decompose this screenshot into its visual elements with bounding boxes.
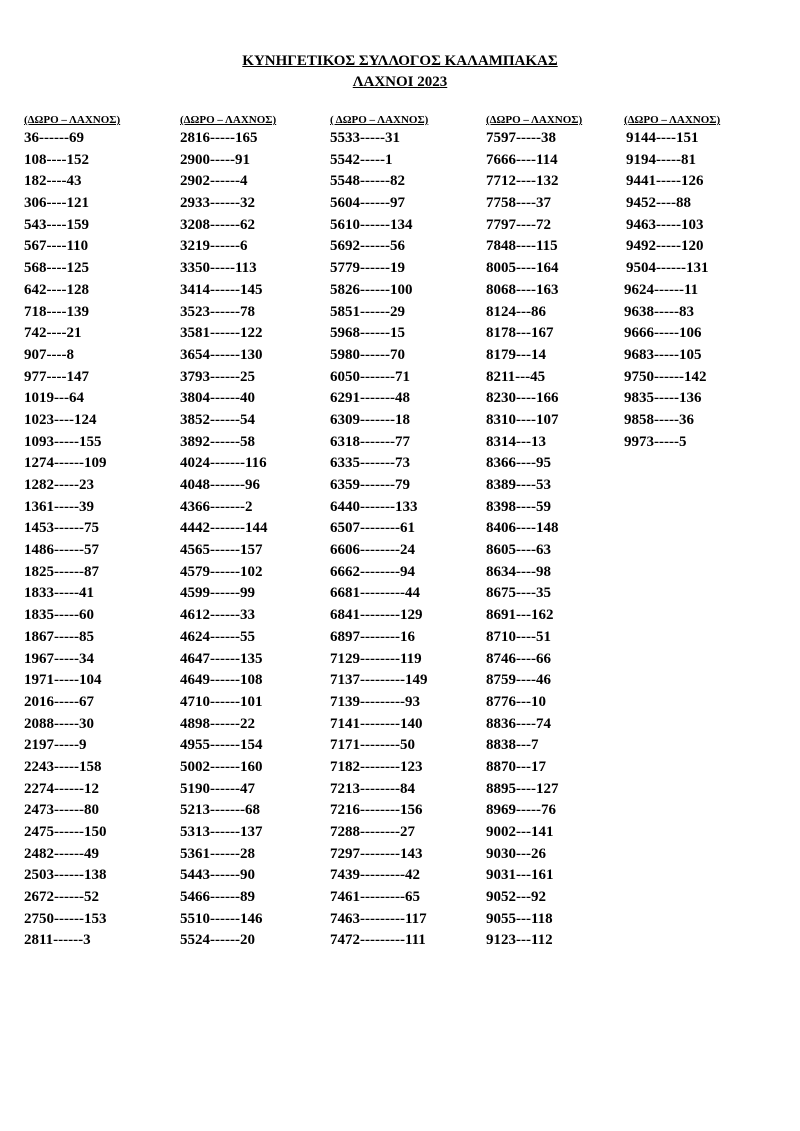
prize-entry: 1019---64 bbox=[24, 390, 84, 407]
prize-entry: 3654------130 bbox=[180, 346, 263, 363]
prize-entry: 7461---------65 bbox=[330, 889, 420, 906]
prize-entry: 5604------97 bbox=[330, 195, 405, 212]
prize-entry: 5533-----31 bbox=[330, 130, 400, 146]
prize-entry: 7797----72 bbox=[486, 216, 551, 233]
prize-entry: 3350-----113 bbox=[180, 260, 257, 277]
prize-entry: 642----128 bbox=[24, 281, 89, 298]
prize-entry: 8710----51 bbox=[486, 628, 551, 645]
prize-entry: 6662--------94 bbox=[330, 563, 415, 580]
prize-entry: 9624------11 bbox=[624, 281, 699, 298]
prize-column-2 bbox=[180, 112, 330, 952]
prize-entry: 8776---10 bbox=[486, 693, 546, 710]
prize-entry: 182----43 bbox=[24, 173, 82, 190]
prize-entry: 2197-----9 bbox=[24, 737, 87, 754]
column-header: (ΔΩΡΟ – ΛΑΧΝΟΣ) bbox=[624, 114, 721, 126]
prize-entry: 7139---------93 bbox=[330, 693, 420, 710]
prize-entry: 4366-------2 bbox=[180, 498, 253, 515]
prize-entry: 5190------47 bbox=[180, 780, 255, 797]
prize-entry: 977----147 bbox=[24, 368, 89, 385]
prize-entry: 7141--------140 bbox=[330, 715, 423, 732]
document-title: ΚΥΝΗΓΕΤΙΚΟΣ ΣΥΛΛΟΓΟΣ ΚΑΛΑΜΠΑΚΑΣ bbox=[242, 53, 558, 69]
prize-entry: 5542-----1 bbox=[330, 151, 393, 168]
prize-entry: 5610------134 bbox=[330, 216, 413, 233]
prize-entry: 3208------62 bbox=[180, 216, 255, 233]
prize-entry: 1361-----39 bbox=[24, 498, 94, 515]
prize-entry: 1967-----34 bbox=[24, 650, 94, 667]
prize-entry: 9052---92 bbox=[486, 889, 546, 906]
prize-entry: 7171--------50 bbox=[330, 737, 415, 754]
prize-entry: 2933------32 bbox=[180, 195, 255, 212]
prize-entry: 9666-----106 bbox=[624, 325, 702, 342]
prize-entry: 3581------122 bbox=[180, 325, 263, 342]
prize-entry: 8895----127 bbox=[486, 780, 559, 797]
prize-entry: 8124---86 bbox=[486, 303, 546, 320]
prize-entry: 306----121 bbox=[24, 195, 89, 212]
prize-entry: 4710------101 bbox=[180, 693, 263, 710]
prize-entry: 7216--------156 bbox=[330, 802, 423, 819]
prize-entry: 6050-------71 bbox=[330, 368, 410, 385]
prize-entry: 1486------57 bbox=[24, 542, 99, 559]
prize-entry: 2274------12 bbox=[24, 780, 99, 797]
prize-entry: 4048-------96 bbox=[180, 477, 260, 493]
prize-entry: 2088-----30 bbox=[24, 715, 94, 732]
prize-entry: 5968------15 bbox=[330, 325, 405, 342]
prize-entry: 2473------80 bbox=[24, 802, 99, 819]
prize-entry: 1453------75 bbox=[24, 520, 99, 537]
prize-entry: 5524------20 bbox=[180, 932, 255, 949]
prize-entry: 9750------142 bbox=[624, 368, 707, 385]
prize-entry: 9504------131 bbox=[626, 260, 709, 277]
prize-entry: 7597-----38 bbox=[486, 130, 556, 146]
prize-entry: 1825------87 bbox=[24, 563, 99, 580]
prize-entry: 6318-------77 bbox=[330, 433, 410, 450]
prize-entry: 1971-----104 bbox=[24, 672, 102, 689]
prize-entry: 9030---26 bbox=[486, 845, 546, 862]
prize-column-1 bbox=[24, 112, 174, 952]
prize-entry: 7297--------143 bbox=[330, 845, 423, 862]
prize-entry: 3523------78 bbox=[180, 303, 255, 320]
prize-entry: 9463-----103 bbox=[626, 216, 704, 233]
prize-entry: 4024-------116 bbox=[180, 455, 267, 472]
prize-entry: 718----139 bbox=[24, 303, 89, 320]
prize-entry: 9683-----105 bbox=[624, 346, 702, 363]
prize-entry: 2503------138 bbox=[24, 867, 107, 884]
prize-entry: 7439---------42 bbox=[330, 867, 420, 884]
prize-entry: 1867-----85 bbox=[24, 628, 94, 645]
prize-entry: 8211---45 bbox=[486, 368, 546, 385]
prize-entry: 7758----37 bbox=[486, 195, 551, 212]
prize-entry: 4579------102 bbox=[180, 563, 263, 580]
prize-entry: 1274------109 bbox=[24, 455, 107, 472]
prize-entry: 3892------58 bbox=[180, 433, 255, 450]
prize-entry: 2475------150 bbox=[24, 824, 107, 840]
prize-entry: 742----21 bbox=[24, 325, 82, 342]
prize-entry: 8605----63 bbox=[486, 542, 551, 559]
prize-entry: 7463---------117 bbox=[330, 910, 427, 927]
prize-entry: 8406----148 bbox=[486, 520, 559, 537]
document-subtitle: ΛΑΧΝΟΙ 2023 bbox=[352, 74, 448, 90]
prize-entry: 3804------40 bbox=[180, 390, 255, 407]
prize-entry: 2243-----158 bbox=[24, 758, 102, 775]
column-header: (ΔΩΡΟ – ΛΑΧΝΟΣ) bbox=[486, 114, 583, 126]
prize-entry: 1282-----23 bbox=[24, 477, 94, 493]
prize-entry: 7848----115 bbox=[486, 238, 558, 255]
prize-entry: 3414------145 bbox=[180, 281, 263, 298]
prize-entry: 2482------49 bbox=[24, 845, 99, 862]
prize-entry: 4647------135 bbox=[180, 650, 263, 667]
prize-entry: 1023----124 bbox=[24, 411, 97, 428]
prize-entry: 1093-----155 bbox=[24, 433, 102, 450]
prize-entry: 4898------22 bbox=[180, 715, 255, 732]
prize-entry: 2672------52 bbox=[24, 889, 99, 906]
prize-entry: 8314---13 bbox=[486, 433, 546, 450]
prize-entry: 9031---161 bbox=[486, 867, 554, 884]
prize-entry: 4955------154 bbox=[180, 737, 263, 754]
prize-entry: 2811------3 bbox=[24, 932, 91, 949]
prize-entry: 7472---------111 bbox=[330, 932, 426, 949]
prize-entry: 4565------157 bbox=[180, 542, 263, 559]
prize-entry: 7213--------84 bbox=[330, 780, 415, 797]
prize-entry: 9835-----136 bbox=[624, 390, 702, 407]
prize-entry: 907----8 bbox=[24, 346, 74, 363]
prize-entry: 6841--------129 bbox=[330, 607, 423, 624]
prize-entry: 5548------82 bbox=[330, 173, 405, 190]
prize-entry: 4624------55 bbox=[180, 628, 255, 645]
prize-column-5 bbox=[624, 112, 774, 453]
prize-entry: 2016-----67 bbox=[24, 693, 94, 710]
prize-entry: 6507--------61 bbox=[330, 520, 415, 537]
prize-entry: 8838---7 bbox=[486, 737, 539, 754]
prize-entry: 9492-----120 bbox=[626, 238, 704, 255]
prize-entry: 7137---------149 bbox=[330, 672, 428, 689]
prize-entry: 9002---141 bbox=[486, 824, 554, 840]
prize-entry: 9452----88 bbox=[626, 195, 691, 212]
prize-entry: 4649------108 bbox=[180, 672, 263, 689]
prize-entry: 9638-----83 bbox=[624, 303, 694, 320]
prize-entry: 6606--------24 bbox=[330, 542, 415, 559]
prize-entry: 3852------54 bbox=[180, 411, 255, 428]
prize-entry: 6440-------133 bbox=[330, 498, 418, 515]
prize-entry: 4599------99 bbox=[180, 585, 255, 602]
prize-entry: 5980------70 bbox=[330, 346, 405, 363]
prize-entry: 8179---14 bbox=[486, 346, 546, 363]
prize-entry: 2816-----165 bbox=[180, 130, 258, 146]
prize-entry: 8675----35 bbox=[486, 585, 551, 602]
prize-entry: 567----110 bbox=[24, 238, 89, 255]
prize-entry: 8691---162 bbox=[486, 607, 554, 624]
prize-entry: 2902------4 bbox=[180, 173, 248, 190]
prize-entry: 9441-----126 bbox=[626, 173, 704, 190]
prize-entry: 5779------19 bbox=[330, 260, 405, 277]
prize-entry: 5692------56 bbox=[330, 238, 405, 255]
prize-entry: 8389----53 bbox=[486, 477, 551, 493]
prize-entry: 9973-----5 bbox=[624, 433, 687, 450]
prize-entry: 5851------29 bbox=[330, 303, 405, 320]
prize-entry: 8178---167 bbox=[486, 325, 554, 342]
prize-entry: 5826------100 bbox=[330, 281, 413, 298]
prize-entry: 5361------28 bbox=[180, 845, 255, 862]
prize-entry: 5443------90 bbox=[180, 867, 255, 884]
prize-entry: 8005----164 bbox=[486, 260, 559, 277]
prize-entry: 8366----95 bbox=[486, 455, 551, 472]
prize-entry: 8746----66 bbox=[486, 650, 551, 667]
prize-entry: 8969-----76 bbox=[486, 802, 556, 819]
prize-entry: 8310----107 bbox=[486, 411, 559, 428]
prize-column-3 bbox=[330, 112, 480, 952]
prize-entry: 9055---118 bbox=[486, 910, 553, 927]
prize-entry: 4442-------144 bbox=[180, 520, 268, 537]
prize-entry: 6897--------16 bbox=[330, 628, 415, 645]
prize-entry: 5313------137 bbox=[180, 824, 263, 840]
prize-entry: 9144----151 bbox=[626, 130, 699, 146]
prize-entry: 7182--------123 bbox=[330, 758, 423, 775]
prize-entry: 5510------146 bbox=[180, 910, 263, 927]
prize-entry: 7666----114 bbox=[486, 151, 558, 168]
prize-entry: 568----125 bbox=[24, 260, 89, 277]
prize-entry: 2900-----91 bbox=[180, 151, 250, 168]
prize-entry: 6291-------48 bbox=[330, 390, 410, 407]
prize-entry: 108----152 bbox=[24, 151, 89, 168]
prize-entry: 2750------153 bbox=[24, 910, 107, 927]
column-header: ( ΔΩΡΟ – ΛΑΧΝΟΣ) bbox=[330, 114, 429, 126]
prize-entry: 8870---17 bbox=[486, 758, 546, 775]
prize-entry: 543----159 bbox=[24, 216, 89, 233]
prize-entry: 6335-------73 bbox=[330, 455, 410, 472]
prize-entry: 5002------160 bbox=[180, 758, 263, 775]
prize-entry: 8398----59 bbox=[486, 498, 551, 515]
prize-entry: 1833-----41 bbox=[24, 585, 94, 602]
prize-entry: 1835-----60 bbox=[24, 607, 94, 624]
prize-entry: 5213-------68 bbox=[180, 802, 260, 819]
prize-entry: 7129--------119 bbox=[330, 650, 422, 667]
prize-entry: 8836----74 bbox=[486, 715, 551, 732]
prize-entry: 8634----98 bbox=[486, 563, 551, 580]
prize-entry: 9123---112 bbox=[486, 932, 553, 949]
prize-entry: 6309-------18 bbox=[330, 411, 410, 428]
prize-entry: 9858-----36 bbox=[624, 411, 694, 428]
prize-entry: 3793------25 bbox=[180, 368, 255, 385]
prize-entry: 7712----132 bbox=[486, 173, 559, 190]
prize-entry: 9194-----81 bbox=[626, 151, 696, 168]
prize-column-4 bbox=[486, 112, 636, 952]
prize-entry: 8230----166 bbox=[486, 390, 559, 407]
prize-entry: 7288--------27 bbox=[330, 824, 415, 840]
prize-entry: 3219------6 bbox=[180, 238, 248, 255]
column-header: (ΔΩΡΟ – ΛΑΧΝΟΣ) bbox=[180, 114, 277, 126]
prize-entry: 8759----46 bbox=[486, 672, 551, 689]
prize-entry: 6359-------79 bbox=[330, 477, 410, 493]
column-header: (ΔΩΡΟ – ΛΑΧΝΟΣ) bbox=[24, 114, 121, 126]
prize-entry: 8068----163 bbox=[486, 281, 559, 298]
prize-entry: 6681---------44 bbox=[330, 585, 420, 602]
prize-entry: 36------69 bbox=[24, 130, 84, 146]
prize-entry: 5466------89 bbox=[180, 889, 255, 906]
prize-entry: 4612------33 bbox=[180, 607, 255, 624]
